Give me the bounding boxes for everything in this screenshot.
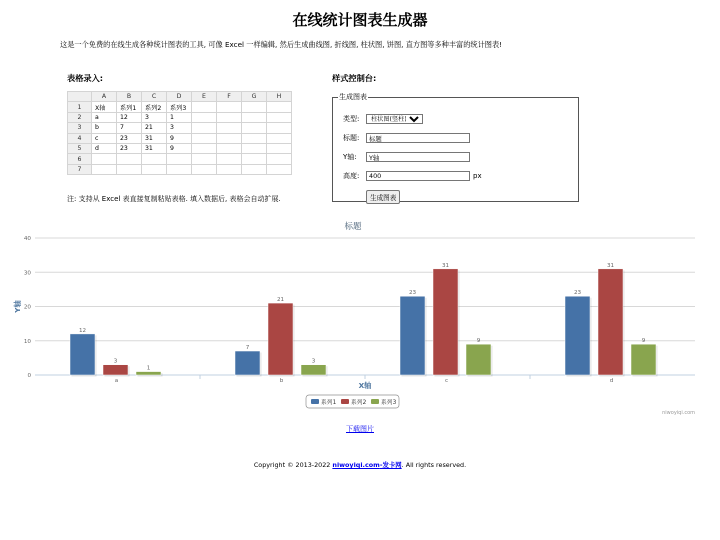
sheet-column-header: C: [142, 92, 167, 102]
bar-a-series1[interactable]: [70, 334, 95, 375]
y-tick-label: 30: [23, 270, 31, 277]
sheet-cell[interactable]: a: [92, 112, 117, 122]
sheet-cell[interactable]: 3: [142, 112, 167, 122]
x-tick-label: a: [114, 378, 119, 384]
sheet-cell[interactable]: [267, 164, 292, 174]
chart-type-select[interactable]: [366, 114, 423, 124]
sheet-cell[interactable]: 21: [142, 123, 167, 133]
intro-text: 这是一个免费的在线生成各种统计图表的工具, 可像 Excel 一样编辑, 然后生成曲线图, 折线图, 柱状图, 饼图, 直方图等多种丰富的统计图表!: [60, 40, 503, 49]
sheet-cell[interactable]: [117, 154, 142, 164]
sheet-cell[interactable]: [217, 123, 242, 133]
data-sheet: [67, 91, 292, 175]
bar-a-series3[interactable]: [136, 372, 161, 375]
chart-title-input[interactable]: [366, 133, 470, 143]
bar-data-label: 21: [276, 297, 285, 304]
sheet-row: [68, 123, 292, 133]
sheet-cell[interactable]: [192, 143, 217, 153]
sheet-cell[interactable]: [142, 154, 167, 164]
sheet-row: [68, 143, 292, 153]
sheet-row: [68, 112, 292, 122]
sheet-cell[interactable]: [267, 112, 292, 122]
type-label: 类型:: [343, 115, 360, 123]
sheet-cell[interactable]: c: [92, 133, 117, 143]
bar-c-series1[interactable]: [400, 296, 425, 375]
sheet-cell[interactable]: [217, 164, 242, 174]
sheet-column-header: B: [117, 92, 142, 102]
sheet-cell[interactable]: [192, 123, 217, 133]
bar-c-series3[interactable]: [466, 344, 491, 375]
sheet-row: [68, 164, 292, 174]
table-note: 注: 支持从 Excel 表直接复制粘贴表格. 填入数据后, 表格会自动扩展.: [67, 195, 281, 203]
legend-swatch[interactable]: [341, 399, 349, 404]
footer-suffix: . All rights reserved.: [401, 461, 467, 469]
sheet-row-header: 2: [68, 112, 92, 122]
sheet-cell[interactable]: [242, 123, 267, 133]
sheet-cell[interactable]: 12: [117, 112, 142, 122]
sheet-cell[interactable]: [217, 133, 242, 143]
legend-swatch[interactable]: [371, 399, 379, 404]
sheet-row-header: 6: [68, 154, 92, 164]
sheet-cell[interactable]: [217, 102, 242, 112]
sheet-column-header: G: [242, 92, 267, 102]
sheet-column-header: E: [192, 92, 217, 102]
sheet-cell[interactable]: [242, 164, 267, 174]
footer: [0, 460, 720, 469]
sheet-cell[interactable]: 31: [142, 133, 167, 143]
legend-item-label[interactable]: 系列1: [321, 400, 337, 406]
bar-data-label: 9: [476, 338, 481, 345]
sheet-row-header: 3: [68, 123, 92, 133]
footer-link-site[interactable]: niwoyiqi.com: [332, 461, 380, 469]
sheet-row-header: 7: [68, 164, 92, 174]
x-axis-title: X轴: [358, 381, 372, 390]
sheet-cell[interactable]: [167, 164, 192, 174]
footer-prefix: Copyright © 2013-2022: [253, 461, 333, 469]
y-axis-title: Y轴: [13, 300, 22, 313]
sheet-cell[interactable]: X轴: [92, 102, 117, 112]
sheet-row: [68, 154, 292, 164]
download-image-link[interactable]: 下载图片: [346, 425, 374, 433]
sheet-cell[interactable]: [242, 133, 267, 143]
sheet-cell[interactable]: [117, 164, 142, 174]
height-label: 高度:: [343, 172, 360, 180]
sheet-cell[interactable]: 1: [167, 112, 192, 122]
sheet-row-header: 5: [68, 143, 92, 153]
bar-data-label: 7: [245, 345, 250, 352]
yaxis-label: Y轴:: [343, 153, 357, 161]
sheet-cell[interactable]: [267, 102, 292, 112]
bar-b-series1[interactable]: [235, 351, 260, 375]
sheet-cell[interactable]: d: [92, 143, 117, 153]
sheet-column-header: H: [267, 92, 292, 102]
yaxis-input[interactable]: [366, 152, 470, 162]
sheet-row-header: 1: [68, 102, 92, 112]
sheet-cell[interactable]: b: [92, 123, 117, 133]
sheet-cell[interactable]: [142, 164, 167, 174]
sheet-row-header: 4: [68, 133, 92, 143]
page-title: 在线统计图表生成器: [292, 11, 428, 29]
generate-chart-button[interactable]: 生成图表: [366, 190, 400, 204]
y-tick-label: 40: [23, 236, 31, 242]
bar-data-label: 23: [573, 290, 582, 297]
sheet-cell[interactable]: 系列1: [117, 102, 142, 112]
bar-data-label: 31: [606, 262, 615, 269]
sheet-cell[interactable]: [217, 112, 242, 122]
sheet-cell[interactable]: [242, 143, 267, 153]
sheet-cell[interactable]: [217, 143, 242, 153]
panel-legend: 生成图表: [339, 93, 367, 101]
y-tick-label: 20: [23, 304, 31, 311]
table-section-title: 表格录入:: [67, 73, 104, 83]
sheet-row: [68, 102, 292, 112]
legend-item-label[interactable]: 系列3: [381, 400, 397, 406]
sheet-corner: [68, 92, 92, 102]
bar-c-series2[interactable]: [433, 269, 458, 375]
bar-d-series1[interactable]: [565, 296, 590, 375]
sheet-cell[interactable]: 23: [117, 143, 142, 153]
sheet-cell[interactable]: [242, 102, 267, 112]
bar-b-series2[interactable]: [268, 303, 293, 375]
sheet-cell[interactable]: 系列2: [142, 102, 167, 112]
sheet-cell[interactable]: [267, 123, 292, 133]
sheet-cell[interactable]: [192, 102, 217, 112]
sheet-cell[interactable]: [192, 133, 217, 143]
sheet-cell[interactable]: [167, 154, 192, 164]
sheet-cell[interactable]: [267, 154, 292, 164]
sheet-cell[interactable]: [192, 112, 217, 122]
control-section-title: 样式控制台:: [332, 73, 377, 83]
sheet-cell[interactable]: [192, 154, 217, 164]
height-input[interactable]: [366, 171, 470, 181]
bar-data-label: 31: [441, 262, 450, 269]
bar-d-series2[interactable]: [598, 269, 623, 375]
y-tick-label: 10: [23, 338, 31, 345]
sheet-cell[interactable]: [242, 154, 267, 164]
sheet-cell[interactable]: [92, 154, 117, 164]
sheet-row: [68, 133, 292, 143]
sheet-cell[interactable]: [192, 164, 217, 174]
x-tick-label: c: [444, 378, 449, 384]
bar-b-series3[interactable]: [301, 365, 326, 375]
sheet-column-header: A: [92, 92, 117, 102]
bar-data-label: 23: [408, 290, 417, 297]
sheet-cell[interactable]: 31: [142, 143, 167, 153]
sheet-cell[interactable]: 7: [117, 123, 142, 133]
footer-link-sep: -: [379, 461, 383, 469]
sheet-cell[interactable]: [267, 143, 292, 153]
sheet-cell[interactable]: [267, 133, 292, 143]
bar-chart: [0, 214, 720, 420]
generate-chart-panel: [332, 92, 579, 202]
sheet-cell[interactable]: [92, 164, 117, 174]
sheet-cell[interactable]: [217, 154, 242, 164]
chart-credit: niwoyiqi.com: [662, 410, 695, 416]
sheet-column-header: D: [167, 92, 192, 102]
legend-item-label[interactable]: 系列2: [351, 400, 367, 406]
x-tick-label: b: [279, 378, 284, 384]
bar-a-series2[interactable]: [103, 365, 128, 375]
title-label: 标题:: [343, 134, 360, 142]
sheet-cell[interactable]: 9: [167, 143, 192, 153]
sheet-cell[interactable]: 9: [167, 133, 192, 143]
height-unit: px: [473, 172, 482, 180]
bar-d-series3[interactable]: [631, 344, 656, 375]
chart-title: 标题: [344, 222, 362, 232]
sheet-cell[interactable]: 3: [167, 123, 192, 133]
legend-swatch[interactable]: [311, 399, 319, 404]
sheet-cell[interactable]: 系列3: [167, 102, 192, 112]
x-tick-label: d: [609, 378, 614, 384]
sheet-cell[interactable]: 23: [117, 133, 142, 143]
bar-data-label: 9: [641, 338, 646, 345]
bar-data-label: 3: [311, 358, 316, 365]
sheet-column-header: F: [217, 92, 242, 102]
y-tick-label: 0: [27, 373, 31, 379]
footer-link-shop[interactable]: 发卡网: [382, 461, 402, 469]
bar-data-label: 12: [78, 327, 87, 334]
bar-data-label: 1: [146, 365, 151, 372]
bar-data-label: 3: [113, 358, 118, 365]
sheet-cell[interactable]: [242, 112, 267, 122]
